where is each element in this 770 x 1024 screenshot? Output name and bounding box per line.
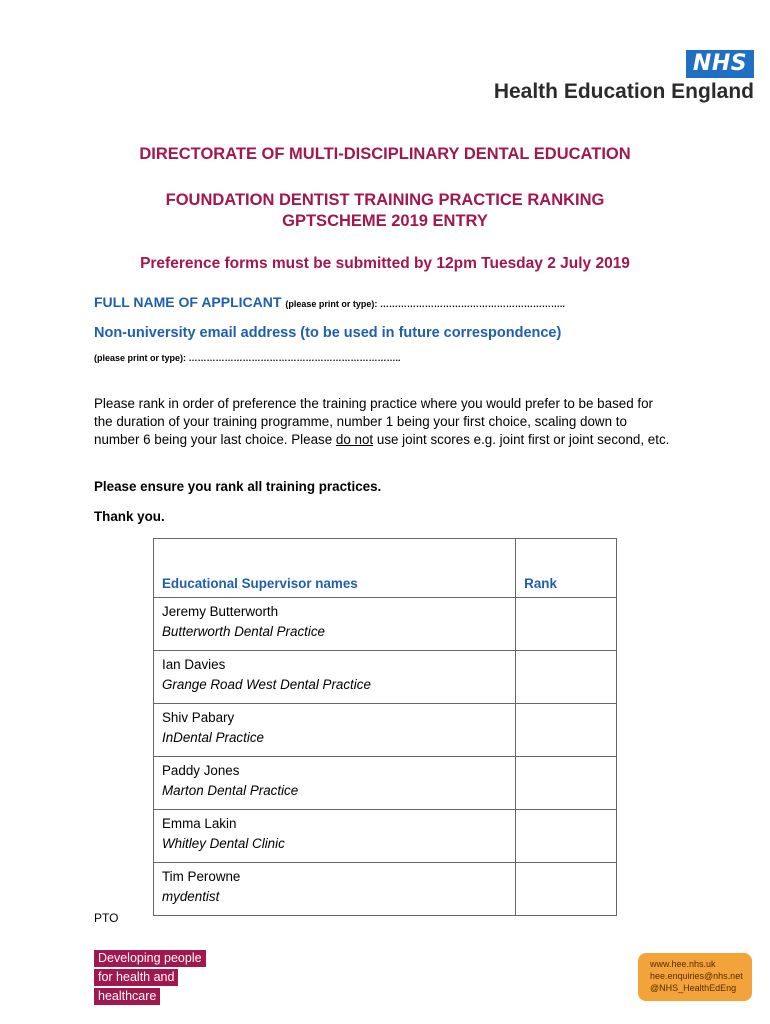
rank-cell[interactable] — [516, 863, 617, 916]
rank-column-header: Rank — [524, 576, 557, 591]
practice-name: Butterworth Dental Practice — [162, 624, 325, 639]
practice-name: Whitley Dental Clinic — [162, 836, 285, 851]
instructions-emphasis: do not — [335, 432, 374, 447]
table-row — [154, 704, 617, 757]
directorate-heading: DIRECTORATE OF MULTI-DISCIPLINARY DENTAL EDUCATION — [139, 145, 631, 163]
nhs-logo: NHS — [686, 50, 754, 78]
table-row — [154, 757, 617, 810]
thank-you: Thank you. — [94, 509, 165, 524]
ranking-table — [153, 538, 617, 916]
practice-name: Marton Dental Practice — [162, 783, 299, 798]
instructions-part2: use joint scores e.g. joint first or joint second, etc. — [373, 432, 670, 447]
twitter-handle[interactable]: @NHS_HealthEdEng — [650, 983, 737, 993]
email-label: Non-university email address (to be used in future correspondence) — [94, 325, 562, 341]
deadline-notice: Preference forms must be submitted by 12pm Tuesday 2 July 2019 — [140, 255, 630, 272]
tagline-block — [94, 950, 206, 1007]
form-title-line1: FOUNDATION DENTIST TRAINING PRACTICE RANKING — [165, 191, 605, 209]
form-title-line2: GPTSCHEME 2019 ENTRY — [282, 212, 488, 230]
rank-cell[interactable] — [516, 810, 617, 863]
supervisor-name: Emma Lakin — [162, 816, 237, 831]
full-name-hint: (please print or type): …………………………………………………….. — [285, 299, 565, 309]
instructions-part1: Please rank in order of preference the training practice where you would prefer to be based for the duration of your training programme, number 1 being your first choice, scaling down to number 6 being your last choice. Please — [94, 396, 654, 447]
form-title — [0, 190, 770, 232]
please-turn-over: PTO — [94, 911, 119, 925]
website-link[interactable]: www.hee.nhs.uk — [650, 959, 716, 969]
table-row — [154, 863, 617, 916]
instructions-paragraph — [94, 395, 674, 449]
rank-cell[interactable] — [516, 704, 617, 757]
supervisor-column-header: Educational Supervisor names — [162, 576, 358, 591]
rank-cell[interactable] — [516, 598, 617, 651]
practice-name: mydentist — [162, 889, 220, 904]
email-link[interactable]: hee.enquiries@nhs.net — [650, 971, 743, 981]
tagline-line: healthcare — [94, 988, 160, 1005]
supervisor-name: Tim Perowne — [162, 869, 241, 884]
supervisor-name: Shiv Pabary — [162, 710, 235, 725]
table-row — [154, 598, 617, 651]
practice-name: Grange Road West Dental Practice — [162, 677, 371, 692]
contact-box — [638, 953, 752, 1001]
supervisor-name: Paddy Jones — [162, 763, 240, 778]
rank-cell[interactable] — [516, 757, 617, 810]
supervisor-name: Jeremy Butterworth — [162, 604, 279, 619]
organisation-name: Health Education England — [493, 80, 754, 103]
table-row — [154, 810, 617, 863]
practice-name: InDental Practice — [162, 730, 264, 745]
full-name-field[interactable] — [94, 294, 565, 310]
full-name-label: FULL NAME OF APPLICANT — [94, 294, 282, 310]
table-row — [154, 651, 617, 704]
rank-cell[interactable] — [516, 651, 617, 704]
email-field[interactable]: (please print or type): …………………………………………………………….. — [94, 353, 401, 363]
tagline-line: for health and — [94, 969, 178, 986]
supervisor-name: Ian Davies — [162, 657, 226, 672]
ensure-note: Please ensure you rank all training practices. — [94, 479, 382, 494]
table-header-row — [154, 539, 617, 598]
tagline-line: Developing people — [94, 950, 206, 967]
